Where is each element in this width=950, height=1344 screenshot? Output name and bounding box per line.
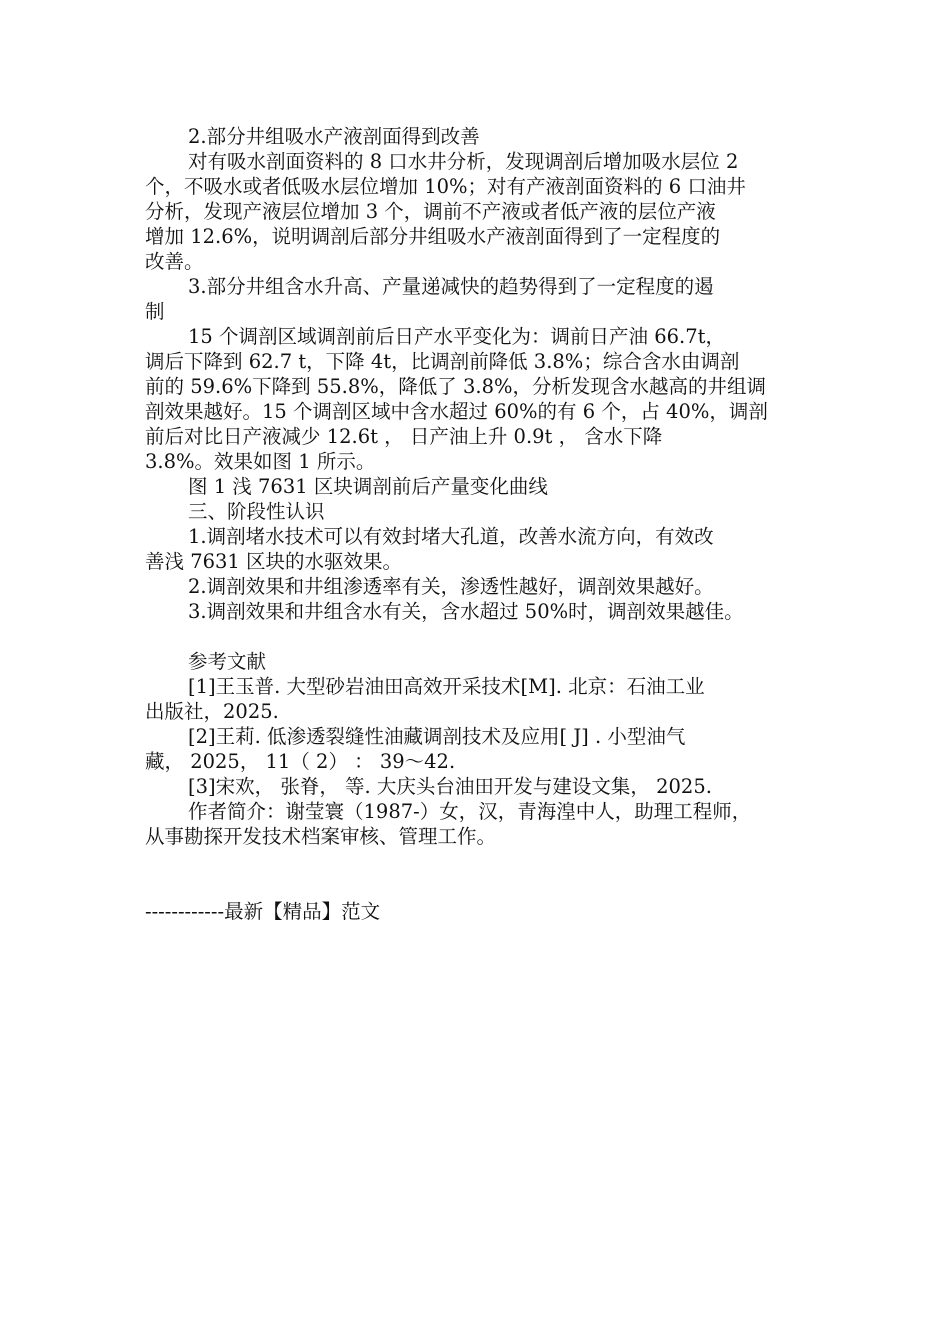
list-item: 1.调剖堵水技术可以有效封堵大孔道，改善水流方向，有效改	[188, 525, 714, 548]
footer-note: ------------最新【精品】范文	[145, 900, 381, 923]
author-bio-cont: 从事勘探开发技术档案审核、管理工作。	[145, 825, 497, 848]
paragraph-line: 个，不吸水或者低吸水层位增加 10%；对有产液剖面资料的 6 口油井	[145, 175, 746, 198]
author-bio: 作者简介：谢莹寰（1987-）女，汉，青海湟中人，助理工程师，	[188, 800, 752, 823]
paragraph-line: 调后下降到 62.7 t，下降 4t，比调剖前降低 3.8%；综合含水由调剖	[145, 350, 740, 373]
paragraph-line: 前后对比日产液减少 12.6t ， 日产油上升 0.9t ， 含水下降	[145, 425, 663, 448]
list-item: 2.调剖效果和井组渗透率有关，渗透性越好，调剖效果越好。	[188, 575, 714, 598]
reference-item: [2]王莉. 低渗透裂缝性油藏调剖技术及应用[ J] . 小型油气	[188, 725, 686, 748]
paragraph-line: 增加 12.6%，说明调剖后部分井组吸水产液剖面得到了一定程度的	[145, 225, 721, 248]
reference-item: [3]宋欢， 张脊， 等. 大庆头台油田开发与建设文集， 2025.	[188, 775, 712, 798]
paragraph-line: 剖效果越好。15 个调剖区域中含水超过 60%的有 6 个，占 40%，调剖	[145, 400, 768, 423]
reference-item-cont: 藏， 2025， 11（ 2） ： 39～42.	[145, 750, 456, 773]
paragraph-line: 对有吸水剖面资料的 8 口水井分析，发现调剖后增加吸水层位 2	[188, 150, 739, 173]
references-heading: 参考文献	[188, 650, 267, 673]
paragraph-line: 15 个调剖区域调剖前后日产水平变化为：调前日产油 66.7t，	[188, 325, 725, 348]
section-heading-3-cont: 制	[145, 300, 165, 323]
list-item: 3.调剖效果和井组含水有关，含水超过 50%时，调剖效果越佳。	[188, 600, 744, 623]
paragraph-line: 改善。	[145, 250, 204, 273]
figure-caption: 图 1 浅 7631 区块调剖前后产量变化曲线	[188, 475, 548, 498]
paragraph-line: 分析，发现产液层位增加 3 个，调前不产液或者低产液的层位产液	[145, 200, 716, 223]
section-heading-three: 三、阶段性认识	[188, 500, 325, 523]
reference-item-cont: 出版社，2025.	[145, 700, 279, 723]
reference-item: [1]王玉普. 大型砂岩油田高效开采技术[M]. 北京：石油工业	[188, 675, 705, 698]
section-heading-2: 2.部分井组吸水产液剖面得到改善	[188, 125, 480, 148]
paragraph-line: 前的 59.6%下降到 55.8%，降低了 3.8%，分析发现含水越高的井组调	[145, 375, 767, 398]
paragraph-line: 3.8%。效果如图 1 所示。	[145, 450, 376, 473]
list-item-cont: 善浅 7631 区块的水驱效果。	[145, 550, 403, 573]
section-heading-3: 3.部分井组含水升高、产量递减快的趋势得到了一定程度的遏	[188, 275, 714, 298]
